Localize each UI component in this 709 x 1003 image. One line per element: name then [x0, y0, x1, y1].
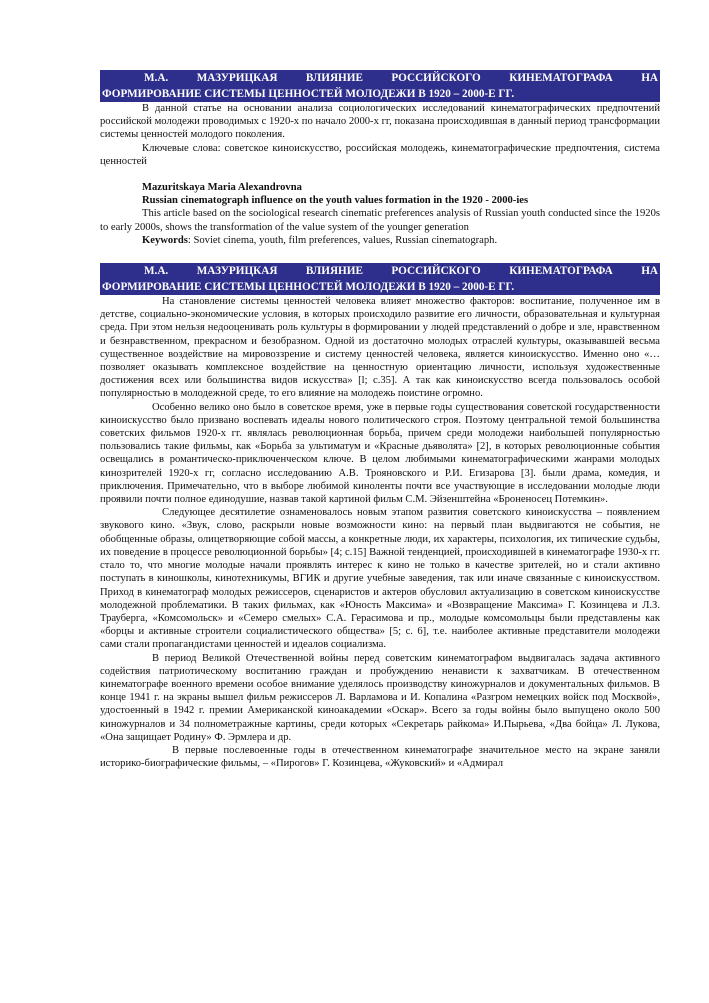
body-paragraph-2: Особенно велико оно было в советское время, уже в первые годы существования советской государственности киноискусство было призвано воспевать идеалы нового политического строя. Поэтому центральной темой большинства советских фильмов 1920-х гг. являлась революционная борьба, причем среди молодежи наибольшей популярностью пользовались такие фильмы, как «Борьба за ультиматум и «Красные дьяволята» [2], в которых революционные события освещались в романтическо-приключенческом ключе. В целом любимыми кинематографическими жанрами молодых кинозрителей 1920-х гг, согласно исследованию А.В. Трояновского и Р.И. Егизарова [3]. были драма, комедия, и приключения. Примечательно, что в выборе любимой киноленты почти все участвующие в исследовании молодые люди проявили почти полное единодушие, назвав такой картиной фильм С.М. Эйзенштейна «Броненосец Потемкин». [100, 401, 660, 506]
body-paragraph-1: На становление системы ценностей человека влияет множество факторов: воспитание, полученное им в детстве, социально-экономические условия, в которых происходило развитие его личности, образовательная и культурная среда. При этом нельзя недооценивать роль культуры в формировании у людей представлений о добре и зле, нравственном и безнравственном, прекрасном и безобразном. Одной из достаточно молодых отраслей культуры, оказывавшей весьма существенное воздействие на мировоззрение и систему ценностей человека, является киноискусство. Именно оно «…позволяет оказывать комплексное воздействие на ценностную ориентацию личности, используя художественные достижения всех или большинства видов искусства» [l; с.35]. А так как киноискусство всегда пользовалось особой популярностью в молодежной среде, то его влияние на молодежь поистине огромно. [100, 296, 660, 400]
article-header-banner [100, 70, 660, 102]
header-line-2: ФОРМИРОВАНИЕ СИСТЕМЫ ЦЕННОСТЕЙ МОЛОДЕЖИ В 1920 – 2000-Е ГГ. [102, 88, 515, 100]
keywords-en-label: Keywords [142, 234, 188, 246]
keywords-ru: Ключевые слова: советское киноискусство, российская молодежь, кинематографические предпочтения, система ценностей [100, 142, 660, 167]
title-line-2: ФОРМИРОВАНИЕ СИСТЕМЫ ЦЕННОСТЕЙ МОЛОДЕЖИ В 1920 – 2000-Е ГГ. [102, 281, 515, 294]
body-paragraph-4: В период Великой Отечественной войны перед советским кинематографом выдвигалась задача активного содействия патриотическому воспитанию граждан и пробуждению ненависти к захватчикам. В отечественном кинематографе военного времени особое внимание уделялось производству киножурналов и документальных фильмов. В конце 1941 г. на экраны вышел фильм режиссеров Л. Варламова и И. Копалина «Разгром немецких войск под Москвой», удостоенный в 1942 г. премии Американской киноакадемии «Оскар». Всего за годы войны было выпущено около 500 киножурналов и 34 полнометражные картины, среди которых «Секретарь райкома» И.Пырьева, «Два бойца» Л. Лукова, «Она защищает Родину» Ф. Эрмлера и др. [100, 652, 660, 743]
spacer [100, 168, 660, 181]
article-title-banner [100, 263, 660, 295]
abstract-en: This article based on the sociological research cinematic preferences analysis of Russian youth conducted since the 1920s to early 2000s, shows the transformation of the value system of the younger generation [100, 208, 660, 233]
keywords-en [100, 234, 660, 247]
keywords-en-text: : Soviet cinema, youth, film preferences, values, Russian cinematograph. [187, 234, 498, 246]
header-line-1: М.А. МАЗУРИЦКАЯ ВЛИЯНИЕ РОССИЙСКОГО КИНЕМАТОГРАФА НА [144, 72, 658, 84]
abstract-ru: В данной статье на основании анализа социологических исследований кинематографических предпочтений российской молодежи проводимых с 1920-х по начало 2000-х гг, показана происходившая в данный период трансформации системы ценностей молодого поколения. [100, 103, 660, 141]
article-page [100, 70, 660, 770]
body-paragraph-3: Следующее десятилетие ознаменовалось новым этапом развития советского киноискусства – появлением звукового кино. «Звук, слово, раскрыли новые возможности кино: на первый план выдвигаются не события, не обобщенные образы, олицетворяющие собой массы, а конкретные люди, их характеры, психология, их типические судьбы, их поведение в процессе революционной борьбы» [4; с.15] Важной тенденцией, происходившей в кинематографе 1930-х гг. стало то, что многие молодые начали проявлять интерес к кино не только в качестве зрителей, но и стали активно поступать в киношколы, кинотехникумы, ВГИК и другие учебные заведения, так или иначе связанные с киноискусством. Приход в кинематограф молодых режиссеров, сценаристов и актеров обусловил актуализацию в советском киноискусстве молодежной проблематики. В таких фильмах, как «Юность Максима» и «Возвращение Максима» Г. Козинцева и Л.З. Трауберга, «Комсомольск» и «Семеро смелых» С.А. Герасимова и пр., молодые комсомольцы были представлены как «борцы и активные строители социалистического общества» [5; с. 6], т.е. наиболее активные представители молодежи сами стали пропагандистами ценностей и идеалов социализма. [100, 507, 660, 651]
title-en: Russian cinematograph influence on the youth values formation in the 1920 - 2000-ies [142, 195, 529, 207]
author-en: Mazuritskaya Maria Alexandrovna [142, 182, 302, 194]
body-paragraph-5: В первые послевоенные годы в отечественном кинематографе значительное место на экране заняли историко-биографические фильмы, – «Пирогов» Г. Козинцева, «Жуковский» и «Адмирал [100, 744, 660, 770]
spacer [100, 247, 660, 263]
title-line-1: М.А. МАЗУРИЦКАЯ ВЛИЯНИЕ РОССИЙСКОГО КИНЕМАТОГРАФА НА [144, 265, 658, 278]
